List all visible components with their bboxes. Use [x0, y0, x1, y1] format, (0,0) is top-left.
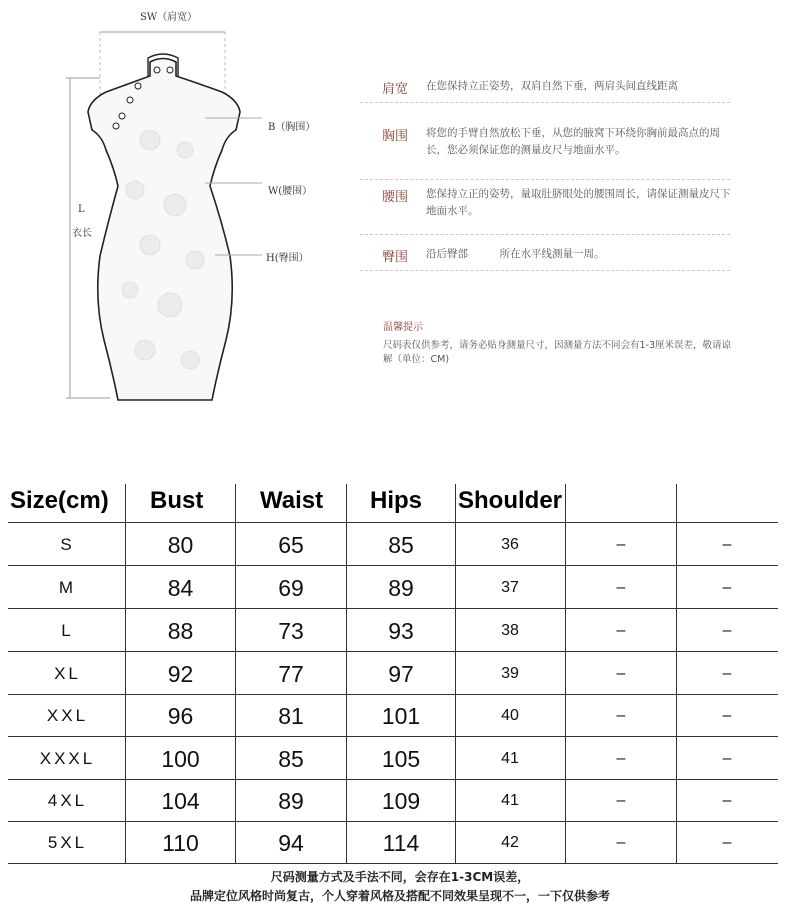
- table-row: [0, 780, 800, 822]
- bust-cell: 100: [161, 746, 200, 772]
- divider: [360, 270, 730, 271]
- tip-title: 温馨提示: [383, 322, 423, 333]
- waist-cell: 94: [278, 830, 304, 856]
- size-cell: 4XL: [47, 791, 88, 810]
- extra-cell: –: [616, 622, 626, 639]
- bust-cell: 84: [167, 575, 194, 601]
- divider: [360, 102, 730, 103]
- hips-cell: 105: [381, 746, 421, 772]
- measure-term: 腰围: [382, 190, 409, 205]
- hips-cell: 101: [381, 703, 421, 729]
- bust-cell: 110: [162, 830, 199, 856]
- shoulder-cell: 36: [501, 536, 519, 553]
- waist-label: W(腰围）: [268, 186, 313, 197]
- table-row: [0, 567, 800, 609]
- shoulder-cell: 38: [501, 622, 519, 639]
- measure-desc: 在您保持立正姿势，双肩自然下垂，两肩头间直线距离: [426, 80, 678, 92]
- table-row: [0, 695, 800, 737]
- footer-note: [0, 868, 800, 906]
- shoulder-cell: 41: [501, 792, 519, 809]
- size-cell: XL: [54, 664, 81, 683]
- extra-cell: –: [722, 622, 732, 639]
- shoulder-cell: 40: [501, 707, 519, 724]
- bust-cell: 96: [167, 703, 194, 729]
- extra-cell: –: [616, 707, 626, 724]
- header-waist: Waist: [260, 487, 324, 514]
- extra-cell: –: [722, 750, 732, 767]
- extra-cell: –: [722, 579, 732, 596]
- waist-cell: 77: [278, 661, 304, 687]
- size-cell: S: [60, 535, 75, 554]
- extra-cell: –: [722, 792, 732, 809]
- measure-desc: 沿后臀部 所在水平线测量一周。: [426, 248, 605, 260]
- table-row: [0, 822, 800, 864]
- extra-cell: –: [616, 536, 626, 553]
- qipao-dress-illustration: [0, 0, 340, 420]
- header-bust: Bust: [150, 487, 204, 514]
- measure-term: 肩宽: [382, 82, 409, 97]
- measure-term: 臀围: [382, 250, 409, 265]
- waist-cell: 65: [278, 532, 304, 558]
- size-chart-table: [0, 484, 800, 864]
- shoulder-cell: 37: [501, 579, 519, 596]
- bust-cell: 80: [167, 532, 194, 558]
- bust-cell: 104: [161, 788, 200, 814]
- divider: [360, 234, 730, 235]
- waist-cell: 85: [278, 746, 304, 772]
- table-row: [0, 653, 800, 695]
- divider: [360, 179, 730, 180]
- size-cell: L: [61, 621, 74, 640]
- extra-cell: –: [616, 665, 626, 682]
- tip-text: 尺码表仅供参考，请务必贴身测量尺寸，因测量方法不同会有1-3厘米误差，敬请谅解（单位：CM): [383, 340, 732, 365]
- extra-cell: –: [722, 834, 732, 851]
- waist-cell: 89: [278, 788, 304, 814]
- table-row: [0, 738, 800, 780]
- header-shoulder: Shoulder: [458, 487, 563, 514]
- waist-cell: 73: [278, 618, 304, 644]
- measure-desc: 您保持立正的姿势，量取肚脐眼处的腰围周长，请保证测量皮尺下地面水平。: [426, 188, 731, 217]
- extra-cell: –: [616, 792, 626, 809]
- length-label: L: [78, 204, 85, 215]
- extra-cell: –: [722, 536, 732, 553]
- hips-cell: 85: [388, 532, 414, 558]
- measure-term: 胸围: [382, 129, 409, 144]
- hips-cell: 97: [388, 661, 414, 687]
- length-sub-label: 衣长: [72, 228, 92, 239]
- hips-cell: 114: [382, 830, 420, 856]
- extra-cell: –: [616, 579, 626, 596]
- size-cell: 5XL: [47, 833, 88, 852]
- bust-cell: 92: [167, 661, 194, 687]
- shoulder-cell: 42: [501, 834, 519, 851]
- hips-cell: 109: [381, 788, 421, 814]
- size-cell: XXL: [46, 706, 89, 725]
- extra-cell: –: [722, 707, 732, 724]
- size-cell: M: [58, 578, 77, 597]
- shoulder-cell: 41: [501, 750, 519, 767]
- header-hips: Hips: [370, 487, 423, 514]
- shoulder-cell: 39: [501, 665, 519, 682]
- table-row: [0, 610, 800, 652]
- hips-cell: 93: [388, 618, 414, 644]
- footer-line-1: 尺码测量方式及手法不同，会存在1-3CM误差，: [270, 870, 530, 884]
- hip-label: H(臀围）: [266, 253, 309, 264]
- hips-cell: 89: [388, 575, 414, 601]
- size-cell: XXXL: [39, 749, 96, 768]
- row-divider: [8, 522, 778, 523]
- footer-line-2: 品牌定位风格时尚复古，个人穿着风格及搭配不同效果呈现不一，一下仅供参考: [189, 889, 610, 903]
- table-row: [0, 524, 800, 566]
- bust-label: B（胸围）: [268, 122, 316, 133]
- waist-cell: 81: [278, 703, 304, 729]
- measure-desc: 将您的手臂自然放松下垂，从您的腋窝下环绕你胸前最高点的周长，您必须保证您的测量皮尺与地面水平。: [426, 127, 720, 156]
- extra-cell: –: [722, 665, 732, 682]
- waist-cell: 69: [278, 575, 304, 601]
- extra-cell: –: [616, 750, 626, 767]
- shoulder-width-label: SW（肩宽）: [140, 12, 198, 23]
- warm-tip: [383, 318, 733, 367]
- header-size: Size(cm): [10, 487, 109, 514]
- bust-cell: 88: [167, 618, 194, 644]
- extra-cell: –: [616, 834, 626, 851]
